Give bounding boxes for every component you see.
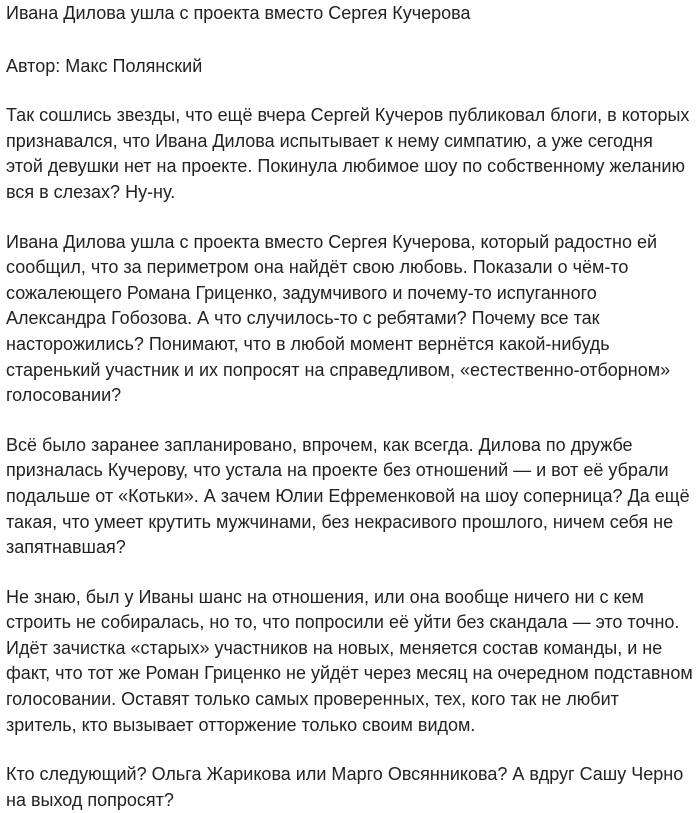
article-paragraph-5: Кто следующий? Ольга Жарикова или Марго Овсянникова? А вдруг Сашу Черно на выход попросят? [6, 764, 684, 810]
article-paragraph-4: Не знаю, был у Иваны шанс на отношения, или она вообще ничего ни с кем строить не собиралась, но то, что попросили её уйти без скандала — это точно. Идёт зачистка «старых» участников на новых, меняется состав команды, и не факт, что тот же Роман Гриценко не уйдёт через месяц на очередном подставном голосовании. Оставят только самых проверенных, тех, кого так не любит зритель, кто вызывает отторжение только своим видом. [6, 586, 693, 735]
article-title: Ивана Дилова ушла с проекта вместо Сергея Кучерова [6, 3, 471, 23]
article-paragraph-1: Так сошлись звезды, что ещё вчера Сергей Кучеров публиковал блоги, в которых признавался, что Ивана Дилова испытывает к нему симпатию, а уже сегодня этой девушки нет на проекте. Покинула любимое шоу по собственному желанию вся в слезах? Ну-ну. [6, 105, 690, 202]
article-author: Автор: Макс Полянский [6, 55, 203, 76]
article-paragraph-2: Ивана Дилова ушла с проекта вместо Сергея Кучерова, который радостно ей сообщил, что за периметром она найдёт свою любовь. Показали о чём-то сожалеющего Романа Гриценко, задумчивого и почему-то испуганного Александра Гобозова. А что случилось-то с ребятами? Почему все так насторожились? Понимают, что в любой момент вернётся какой-нибудь старенький участник и их попросят на справедливом, «естественно-отборном» голосовании? [6, 231, 671, 406]
article-paragraph-3: Всё было заранее запланировано, впрочем, как всегда. Дилова по дружбе призналась Кучерову, что устала на проекте без отношений — и вот её убрали подальше от «Котьки». А зачем Юлии Ефременковой на шоу соперница? Да ещё такая, что умеет крутить мужчинами, без некрасивого прошлого, ничем себя не запятнавшая? [6, 434, 690, 558]
